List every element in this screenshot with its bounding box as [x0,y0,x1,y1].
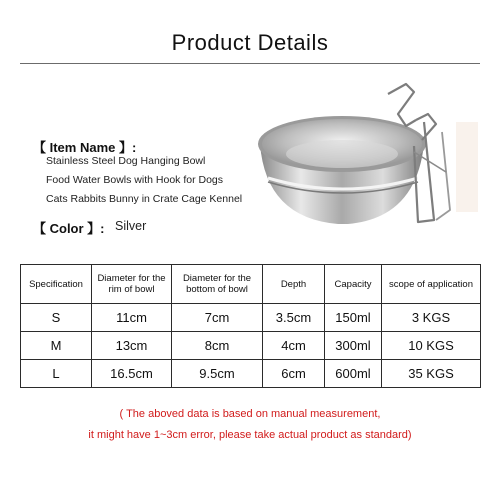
measurement-note-line: it might have 1~3cm error, please take actual product as standard) [88,429,412,441]
table-row [21,332,481,360]
specification-table [20,264,481,388]
column-header: Depth [263,265,325,304]
item-description-line: Food Water Bowls with Hook for Dogs [46,174,224,186]
table-header-row [21,265,481,304]
item-name-label: 【 Item Name 】: [33,140,137,155]
table-row [21,360,481,388]
table-cell: 8cm [172,332,263,360]
table-cell: 150ml [325,304,382,332]
table-row [21,304,481,332]
column-header: Diameter for the rim of bowl [92,265,172,304]
column-header: scope of application [382,265,481,304]
table-cell: 7cm [172,304,263,332]
table-cell: 35 KGS [382,360,481,388]
table-cell: 300ml [325,332,382,360]
item-description-line: Stainless Steel Dog Hanging Bowl [46,155,206,167]
table-cell: 4cm [263,332,325,360]
column-header: Capacity [325,265,382,304]
item-description-line: Cats Rabbits Bunny in Crate Cage Kennel [46,193,243,205]
page-title: Product Details [171,30,329,55]
table-cell: 6cm [263,360,325,388]
table-cell: 9.5cm [172,360,263,388]
table-cell: S [21,304,92,332]
table-cell: 3 KGS [382,304,481,332]
measurement-note-line: ( The aboved data is based on manual measurement, [119,408,381,420]
column-header: Specification [21,265,92,304]
table-cell: 3.5cm [263,304,325,332]
table-cell: 10 KGS [382,332,481,360]
hanging-bowl-image [238,82,478,232]
table-cell: 13cm [92,332,172,360]
table-cell: 16.5cm [92,360,172,388]
table-cell: L [21,360,92,388]
table-cell: 600ml [325,360,382,388]
title-divider [20,63,480,64]
color-label: 【 Color 】: [33,221,105,236]
table-cell: M [21,332,92,360]
color-value: Silver [115,219,147,233]
column-header: Diameter for the bottom of bowl [172,265,263,304]
table-cell: 11cm [92,304,172,332]
